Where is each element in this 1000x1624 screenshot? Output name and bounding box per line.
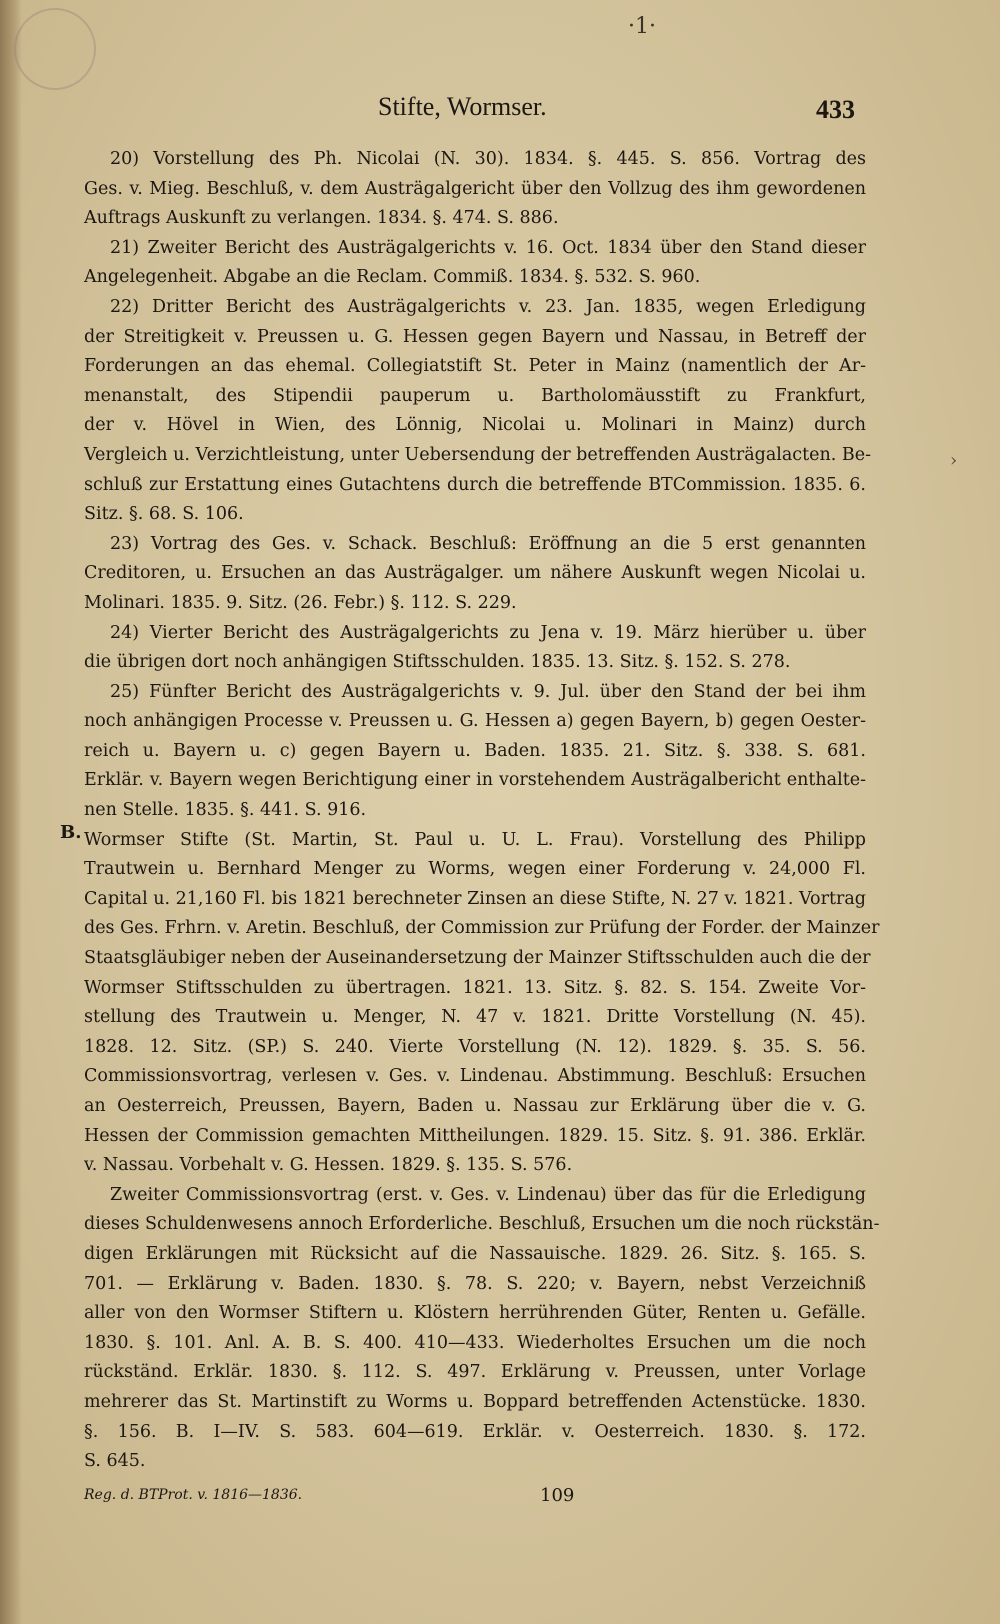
text-line: Commissionsvortrag, verlesen v. Ges. v. Lindenau. Abstimmung. Beschluß: Ersuchen [84, 1066, 866, 1087]
text-line: rückständ. Erklär. 1830. §. 112. S. 497. Erklärung v. Preussen, unter Vorlage [84, 1362, 866, 1383]
text-line: menanstalt, des Stipendii pauperum u. Bartholomäusstift zu Frankfurt, [84, 385, 866, 406]
text-line: der v. Hövel in Wien, des Lönnig, Nicolai u. Molinari in Mainz) durch [84, 415, 866, 436]
footer-signature-number: 109 [540, 1485, 575, 1506]
text-line: digen Erklärungen mit Rücksicht auf die Nassauische. 1829. 26. Sitz. §. 165. S. [84, 1243, 866, 1264]
text-line: Angelegenheit. Abgabe an die Reclam. Commiß. 1834. §. 532. S. 960. [84, 267, 701, 288]
text-line: reich u. Bayern u. c) gegen Bayern u. Baden. 1835. 21. Sitz. §. 338. S. 681. [84, 740, 866, 761]
top-mark: ·1· [628, 14, 656, 39]
text-line: an Oesterreich, Preussen, Bayern, Baden u. Nassau zur Erklärung über die v. G. [84, 1096, 866, 1116]
library-stamp [14, 8, 96, 90]
text-line: Trautwein u. Bernhard Menger zu Worms, wegen einer Forderung v. 24,000 Fl. [84, 859, 866, 880]
running-head: Stifte, Wormser. [378, 92, 547, 121]
text-line: der Streitigkeit v. Preussen u. G. Hessen gegen Bayern und Nassau, in Betreff der [84, 326, 866, 347]
text-line: S. 645. [84, 1451, 146, 1472]
text-line: Zweiter Commissionsvortrag (erst. v. Ges. v. Lindenau) über das für die Erledigung [110, 1184, 866, 1205]
text-line: 20) Vorstellung des Ph. Nicolai (N. 30). 1834. §. 445. S. 856. Vortrag des [110, 149, 866, 169]
text-line: Vergleich u. Verzichtleistung, unter Uebersendung der betreffenden Austrägalacten. Be- [84, 444, 872, 465]
text-line: Creditoren, u. Ersuchen an das Austrägalger. um nähere Auskunft wegen Nicolai u. [84, 563, 866, 584]
text-line: Molinari. 1835. 9. Sitz. (26. Febr.) §. 112. S. 229. [84, 592, 517, 613]
text-line: dieses Schuldenwesens annoch Erforderliche. Beschluß, Ersuchen um die noch rückstän- [84, 1214, 880, 1235]
text-line: 24) Vierter Bericht des Austrägalgerichts zu Jena v. 19. März hierüber u. über [110, 622, 866, 643]
text-line: mehrerer das St. Martinstift zu Worms u. Boppard betreffenden Actenstücke. 1830. [84, 1391, 866, 1412]
text-line: 701. — Erklärung v. Baden. 1830. §. 78. S. 220; v. Bayern, nebst Verzeichniß [84, 1273, 866, 1294]
text-line: nen Stelle. 1835. §. 441. S. 916. [84, 800, 367, 821]
text-line: aller von den Wormser Stiftern u. Klöstern herrührenden Güter, Renten u. Gefälle. [84, 1303, 866, 1324]
text-line: 21) Zweiter Bericht des Austrägalgerichts v. 16. Oct. 1834 über den Stand dieser [110, 237, 866, 258]
text-line: Hessen der Commission gemachten Mittheilungen. 1829. 15. Sitz. §. 91. 386. Erklär. [84, 1125, 866, 1146]
text-line: Wormser Stifte (St. Martin, St. Paul u. U. L. Frau). Vorstellung des Philipp [84, 829, 866, 850]
text-line: des Ges. Frhrn. v. Aretin. Beschluß, der Commission zur Prüfung der Forder. der Mainzer [84, 918, 880, 939]
text-line: Wormser Stiftsschulden zu übertragen. 1821. 13. Sitz. §. 82. S. 154. Zweite Vor- [84, 977, 866, 998]
text-line: §. 156. B. I—IV. S. 583. 604—619. Erklär. v. Oesterreich. 1830. §. 172. [84, 1421, 866, 1442]
text-line: Staatsgläubiger neben der Auseinandersetzung der Mainzer Stiftsschulden auch die der [84, 948, 871, 969]
text-line: Erklär. v. Bayern wegen Berichtigung einer in vorstehendem Austrägalbericht enthalte- [84, 770, 866, 791]
margin-mark: › [950, 450, 958, 471]
text-line: 25) Fünfter Bericht des Austrägalgerichts v. 9. Jul. über den Stand der bei ihm [110, 681, 866, 702]
text-line: stellung des Trautwein u. Menger, N. 47 v. 1821. Dritte Vorstellung (N. 45). [84, 1007, 866, 1028]
text-line: die übrigen dort noch anhängigen Stiftsschulden. 1835. 13. Sitz. §. 152. S. 278. [84, 652, 791, 673]
text-line: noch anhängigen Processe v. Preussen u. G. Hessen a) gegen Bayern, b) gegen Oester- [84, 711, 866, 732]
text-line: 22) Dritter Bericht des Austrägalgerichts v. 23. Jan. 1835, wegen Erledigung [110, 296, 866, 317]
book-spine-shadow [0, 0, 22, 1624]
text-line: Ges. v. Mieg. Beschluß, v. dem Austrägalgericht über den Vollzug des ihm gewordenen [84, 178, 866, 199]
text-line: 1828. 12. Sitz. (SP.) S. 240. Vierte Vorstellung (N. 12). 1829. §. 35. S. 56. [84, 1036, 866, 1057]
text-line: Forderungen an das ehemal. Collegiatstift St. Peter in Mainz (namentlich der Ar- [84, 356, 866, 377]
footer-register-title: Reg. d. BTProt. v. 1816—1836. [84, 1487, 303, 1503]
text-line: Sitz. §. 68. S. 106. [84, 504, 244, 525]
text-line: 1830. §. 101. Anl. A. B. S. 400. 410—433. Wiederholtes Ersuchen um die noch [84, 1332, 866, 1353]
text-line: v. Nassau. Vorbehalt v. G. Hessen. 1829. §. 135. S. 576. [84, 1155, 573, 1176]
text-body [84, 145, 880, 1477]
text-line: 23) Vortrag des Ges. v. Schack. Beschluß: Eröffnung an die 5 erst genannten [110, 533, 866, 554]
text-line: Auftrags Auskunft zu verlangen. 1834. §. 474. S. 886. [84, 208, 559, 229]
text-line: Capital u. 21,160 Fl. bis 1821 berechneter Zinsen an diese Stifte, N. 27 v. 1821. Vortrag [84, 888, 866, 909]
page-number: 433 [816, 95, 855, 124]
section-label: B. [60, 822, 82, 843]
text-line: schluß zur Erstattung eines Gutachtens durch die betreffende BTCommission. 1835. 6. [84, 474, 866, 495]
